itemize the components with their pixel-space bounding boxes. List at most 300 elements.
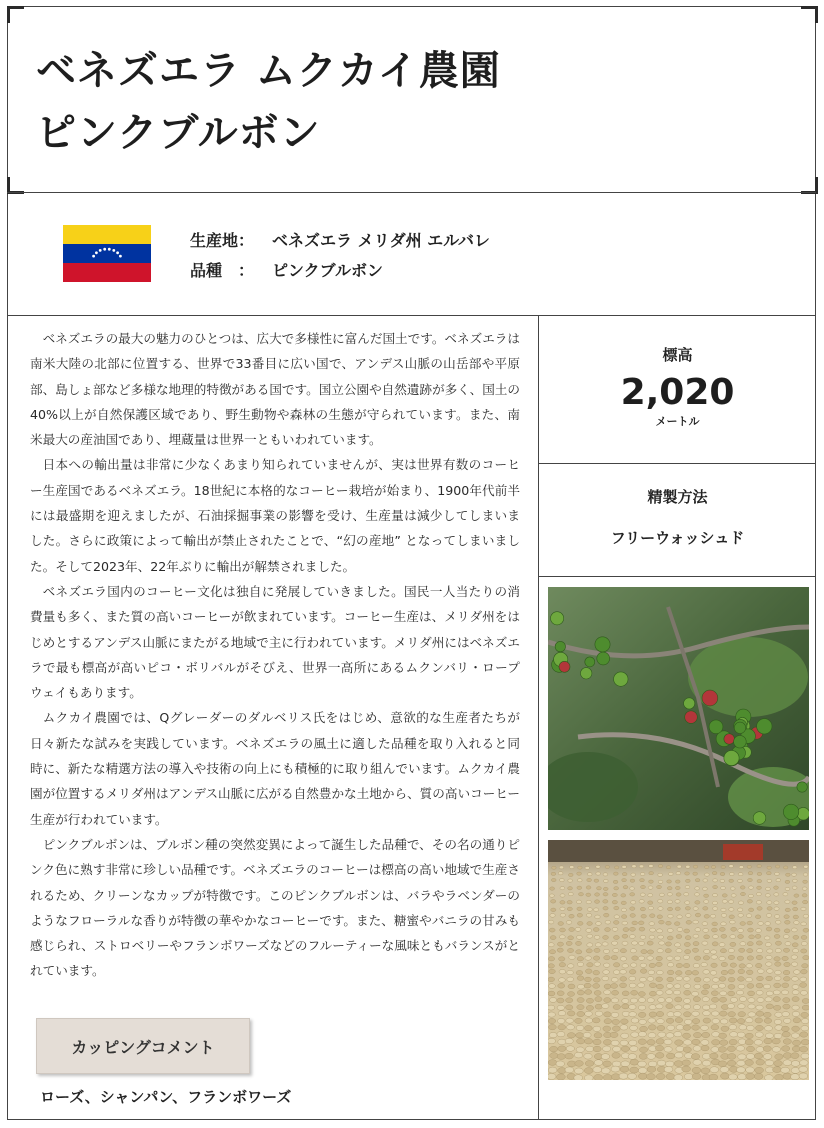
coffee-bean [603,873,608,876]
coffee-bean [775,1012,783,1017]
coffee-bean [674,922,680,926]
coffee-bean [702,1005,709,1010]
coffee-bean [622,991,629,996]
coffee-bean [702,941,708,945]
coffee-bean [603,970,610,975]
coffee-bean [692,1039,700,1045]
coffee-bean [611,984,618,989]
coffee-bean [641,914,646,918]
coffee-bean [683,955,689,959]
coffee-bean [765,1026,773,1031]
coffee-bean [659,941,665,945]
coffee-bean [667,956,673,960]
coffee-cherry [551,612,564,625]
coffee-bean [692,948,698,952]
coffee-bean [548,1038,556,1044]
coffee-bean [746,914,751,918]
coffee-bean [667,963,673,967]
coffee-bean [693,907,698,911]
coffee-bean [684,893,689,896]
coffee-bean [560,894,565,897]
coffee-bean [612,900,617,904]
coffee-bean [774,886,779,889]
coffee-bean [781,1026,789,1031]
coffee-bean [594,935,600,939]
coffee-bean [640,969,647,974]
coffee-bean [704,935,710,939]
coffee-bean [719,977,726,982]
coffee-bean [614,866,618,869]
coffee-bean [793,970,800,975]
coffee-bean [593,984,600,989]
coffee-bean [800,990,807,995]
coffee-bean [757,886,762,889]
coffee-bean [747,956,753,960]
coffee-bean [756,941,762,945]
coffee-bean [549,997,556,1002]
coffee-bean [585,866,589,869]
coffee-cherry [734,722,745,733]
coffee-bean [593,970,600,975]
coffee-bean [756,990,763,995]
coffee-bean [701,1045,709,1051]
coffee-bean [720,1067,729,1073]
coffee-bean [558,1046,566,1052]
coffee-bean [775,920,781,924]
coffee-bean [586,893,591,896]
flag-star [119,255,122,258]
coffee-bean [658,865,662,868]
coffee-bean [783,1039,791,1045]
coffee-bean [587,943,593,947]
coffee-bean [766,976,773,981]
coffee-bean [701,1040,709,1046]
coffee-bean [748,1012,756,1017]
coffee-bean [658,880,663,883]
info-divider [7,315,816,316]
coffee-bean [593,1046,601,1052]
coffee-bean [704,949,710,953]
coffee-bean [595,997,602,1002]
coffee-bean [799,1073,808,1079]
coffee-bean [650,914,655,918]
coffee-bean [568,887,573,890]
coffee-bean [631,990,638,995]
coffee-bean [659,893,664,896]
coffee-bean [731,894,736,897]
coffee-bean [684,1073,693,1079]
coffee-bean [623,928,629,932]
coffee-bean [702,1060,711,1066]
coffee-bean [577,1005,584,1010]
coffee-bean [775,962,781,966]
coffee-bean [803,955,809,959]
coffee-bean [773,997,780,1002]
coffee-bean [603,935,609,939]
coffee-bean [713,907,718,911]
coffee-bean [757,879,762,882]
coffee-bean [649,963,655,967]
coffee-bean [757,865,761,868]
coffee-bean [774,1019,782,1024]
coffee-bean [803,928,809,932]
coffee-bean [640,935,646,939]
coffee-bean [754,1073,763,1079]
coffee-bean [568,892,573,895]
coffee-cherry [709,720,723,734]
coffee-bean [613,948,619,952]
coffee-bean [639,977,646,982]
coffee-bean [666,921,672,925]
coffee-bean [657,929,663,933]
coffee-bean [792,1040,800,1046]
coffee-bean [756,963,762,967]
coffee-bean [595,943,601,947]
coffee-bean [569,914,574,918]
coffee-bean [675,900,680,904]
coffee-bean [655,1045,663,1051]
coffee-bean [621,915,626,919]
coffee-bean [709,1004,716,1009]
coffee-bean [683,1033,691,1038]
coffee-bean [739,866,743,869]
coffee-bean [756,955,762,959]
coffee-bean [569,927,575,931]
coffee-bean [601,1054,609,1060]
coffee-bean [630,1067,639,1073]
altitude-label: 標高 [662,346,693,364]
coffee-bean [774,976,781,981]
coffee-bean [737,1060,746,1066]
coffee-bean [568,879,573,882]
coffee-bean [774,934,780,938]
coffee-bean [803,914,808,918]
coffee-bean [641,885,646,888]
process-panel [539,486,816,548]
coffee-bean [674,956,680,960]
coffee-bean [602,976,609,981]
coffee-bean [693,865,697,868]
coffee-bean [756,1047,764,1053]
coffee-bean [764,1018,772,1023]
coffee-bean [574,1068,583,1074]
coffee-bean [703,887,708,890]
coffee-bean [730,942,736,946]
process-value: フリーウォッシュド [610,529,745,547]
coffee-bean [794,894,799,897]
coffee-bean [664,1047,672,1053]
coffee-bean [749,935,755,939]
coffee-bean [695,913,700,917]
coffee-bean [667,1012,675,1017]
paragraph: ベネズエラ国内のコーヒー文化は独自に発展していきました。国民一人当たりの消費量も多く、また質の高いコーヒーが飲まれています。コーヒー生産は、メリダ州をはじめとするアンデス山脈にまたがる地域で主に行われています。メリダ州にはベネズエラで最も標高が高いピコ・ボリバルがそびえ、世界一高所にあるムクンバリ・ロープウェイもあります。 [30,583,520,701]
coffee-bean [792,977,799,982]
coffee-bean [549,1032,557,1037]
coffee-bean [551,878,556,881]
coffee-bean [782,1046,790,1052]
coffee-bean [764,984,771,989]
flag-star [99,249,102,252]
coffee-bean [560,886,565,889]
coffee-bean [685,901,690,905]
coffee-bean [757,976,764,981]
coffee-bean [755,934,761,938]
coffee-bean [767,872,772,875]
coffee-bean [783,976,790,981]
coffee-bean [772,1047,780,1053]
coffee-bean [675,1005,682,1010]
coffee-bean [801,935,807,939]
coffee-bean [730,997,737,1002]
paragraph: ベネズエラの最大の魅力のひとつは、広大で多様性に富んだ国土です。ベネズエラは南米大陸の北部に位置する、世界で33番目に広い国で、アンデス山脈の山岳部や平原部、島しょ部など多様な地理的特徴がある国です。国立公園や自然遺跡が多く、国土の40%以上が自然保護区域であり、野生動物や森林の生態が守られています。また、南米最大の産油国であり、埋蔵量は世界一ともいわれています。 [30,331,520,448]
coffee-bean [719,1011,727,1016]
coffee-bean [713,879,718,882]
coffee-bean [568,992,575,997]
coffee-cherry [702,690,718,706]
coffee-bean [721,908,726,912]
coffee-bean [622,941,628,945]
coffee-bean [722,894,727,897]
coffee-bean [676,1025,684,1030]
coffee-bean [800,977,807,982]
coffee-bean [557,998,564,1003]
coffee-bean [551,872,556,875]
coffee-bean [693,942,699,946]
coffee-bean [721,886,726,889]
coffee-bean [684,942,690,946]
coffee-bean [586,928,592,932]
coffee-bean [721,970,728,975]
coffee-bean [765,894,770,897]
coffee-bean [799,1066,808,1072]
coffee-bean [550,887,555,890]
coffee-bean [632,865,636,868]
coffee-bean [566,998,573,1003]
coffee-bean [632,921,638,925]
coffee-bean [629,983,636,988]
coffee-bean [775,949,781,953]
coffee-bean [568,964,574,968]
coffee-bean [550,913,555,917]
coffee-bean [728,991,735,996]
coffee-bean [648,906,653,910]
coffee-bean [602,942,608,946]
coffee-bean [684,1040,692,1046]
coffee-bean [585,1011,593,1016]
coffee-bean [730,935,736,939]
coffee-bean [657,949,663,953]
coffee-bean [694,984,701,989]
coffee-bean [603,906,608,910]
coffee-bean [676,976,683,981]
coffee-bean [604,1019,612,1024]
coffee-bean [675,1052,683,1058]
flag-star [116,251,119,254]
coffee-bean [720,991,727,996]
coffee-bean [569,955,575,959]
paragraph: ピンクブルボンは、ブルボン種の突然変異によって誕生した品種で、その名の通りピンク色に熟す非常に珍しい品種です。ベネズエラのコーヒーは標高の高い地域で生産されるため、クリーンなカップが特徴です。このピンクブルボンは、バラやラベンダーのようなフローラルな香りが特徴の華やかなコーヒーです。また、糖蜜やバニラの甘みも感じられ、ストロベリーやフランボワーズなどのフルーティーな風味ともバランスがとれています。 [30,836,520,979]
coffee-bean [712,922,718,926]
coffee-bean [621,908,626,912]
coffee-bean [640,872,645,875]
coffee-bean [676,949,682,953]
coffee-bean [739,997,746,1002]
coffee-bean [596,872,601,875]
coffee-bean [683,998,690,1003]
coffee-bean [550,1046,558,1052]
coffee-bean [783,1073,792,1079]
cupping-comment-button[interactable]: カッピングコメント [36,1018,250,1074]
coffee-bean [656,1011,664,1016]
coffee-bean [793,1018,801,1023]
coffee-bean [757,907,762,911]
coffee-bean [765,1033,773,1038]
coffee-bean [782,990,789,995]
coffee-bean [685,885,690,888]
coffee-bean [639,1047,647,1053]
coffee-bean [693,963,699,967]
coffee-bean [801,1039,809,1045]
coffee-bean [756,983,763,988]
coffee-bean [703,977,710,982]
coffee-bean [577,913,582,917]
coffee-bean [613,880,618,883]
coffee-bean [603,1039,611,1045]
coffee-bean [548,1005,555,1010]
coffee-bean [595,915,600,919]
coffee-bean [549,950,555,954]
coffee-bean [712,928,718,932]
coffee-bean [574,1052,582,1058]
coffee-bean [745,1033,753,1038]
coffee-bean [792,997,799,1002]
coffee-bean [756,1025,764,1030]
coffee-bean [576,950,582,954]
coffee-bean [676,872,681,875]
coffee-bean [692,970,699,975]
coffee-cherry [684,698,695,709]
coffee-bean [567,907,572,911]
coffee-bean [548,977,555,982]
coffee-bean [648,1033,656,1038]
coffee-bean [710,1053,718,1059]
coffee-bean [804,865,808,868]
coffee-bean [748,878,753,881]
altitude-unit: メートル [655,415,700,428]
coffee-cherry [724,734,735,745]
coffee-bean [686,879,691,882]
coffee-bean [748,998,755,1003]
coffee-bean [622,964,628,968]
coffee-bean [648,1018,656,1023]
coffee-bean [721,866,725,869]
coffee-bean [682,1066,691,1072]
coffee-bean [764,1075,773,1080]
coffee-bean [695,901,700,905]
coffee-bean [621,901,626,905]
coffee-bean [754,1040,762,1046]
coffee-bean [745,1039,753,1045]
coffee-bean [747,921,753,925]
coffee-bean [603,949,609,953]
coffee-bean [630,963,636,967]
variety-label: 品種 ： [190,261,255,280]
coffee-bean [685,950,691,954]
coffee-bean [594,991,601,996]
coffee-bean [549,894,554,897]
coffee-bean [694,977,701,982]
coffee-bean [548,1060,557,1066]
coffee-bean [559,866,563,869]
coffee-bean [765,942,771,946]
coffee-bean [656,1073,665,1079]
description-text [30,326,520,984]
coffee-bean [566,1018,574,1023]
coffee-bean [712,901,717,905]
coffee-bean [577,907,582,911]
coffee-bean [801,1012,809,1017]
coffee-bean [620,977,627,982]
coffee-bean [548,984,555,989]
coffee-bean [782,1012,790,1017]
coffee-bean [729,879,734,882]
coffee-bean [586,998,593,1003]
coffee-bean [639,941,645,945]
coffee-bean [630,879,635,882]
coffee-bean [684,984,691,989]
coffee-bean [755,1018,763,1023]
coffee-bean [720,949,726,953]
coffee-bean [584,1075,593,1080]
coffee-bean [695,879,700,882]
coffee-bean [685,906,690,910]
coffee-bean [791,1061,800,1067]
coffee-bean [773,990,780,995]
coffee-bean [695,928,701,932]
coffee-bean [620,1040,628,1046]
coffee-bean [667,936,673,940]
coffee-bean [704,914,709,918]
coffee-bean [774,983,781,988]
coffee-bean [773,1067,782,1073]
coffee-bean [576,1025,584,1030]
title-divider [7,192,816,193]
coffee-bean [604,990,611,995]
coffee-bean [629,1004,636,1009]
coffee-bean [694,893,699,896]
coffee-bean [729,915,734,919]
coffee-bean [648,894,653,897]
coffee-cherry [734,735,747,748]
coffee-bean [800,1046,808,1052]
coffee-bean [756,929,762,933]
coffee-bean [791,1074,800,1080]
coffee-bean [703,984,710,989]
coffee-bean [792,990,799,995]
coffee-bean [565,1067,574,1073]
coffee-bean [567,948,573,952]
coffee-bean [610,1032,618,1037]
drying-green-beans-photo [548,840,809,1080]
coffee-bean [702,997,709,1002]
coffee-bean [765,997,772,1002]
coffee-bean [595,1011,603,1016]
coffee-bean [657,885,662,888]
coffee-bean [781,1067,790,1073]
coffee-bean [548,1067,557,1073]
coffee-bean [727,1060,736,1066]
coffee-bean [593,956,599,960]
